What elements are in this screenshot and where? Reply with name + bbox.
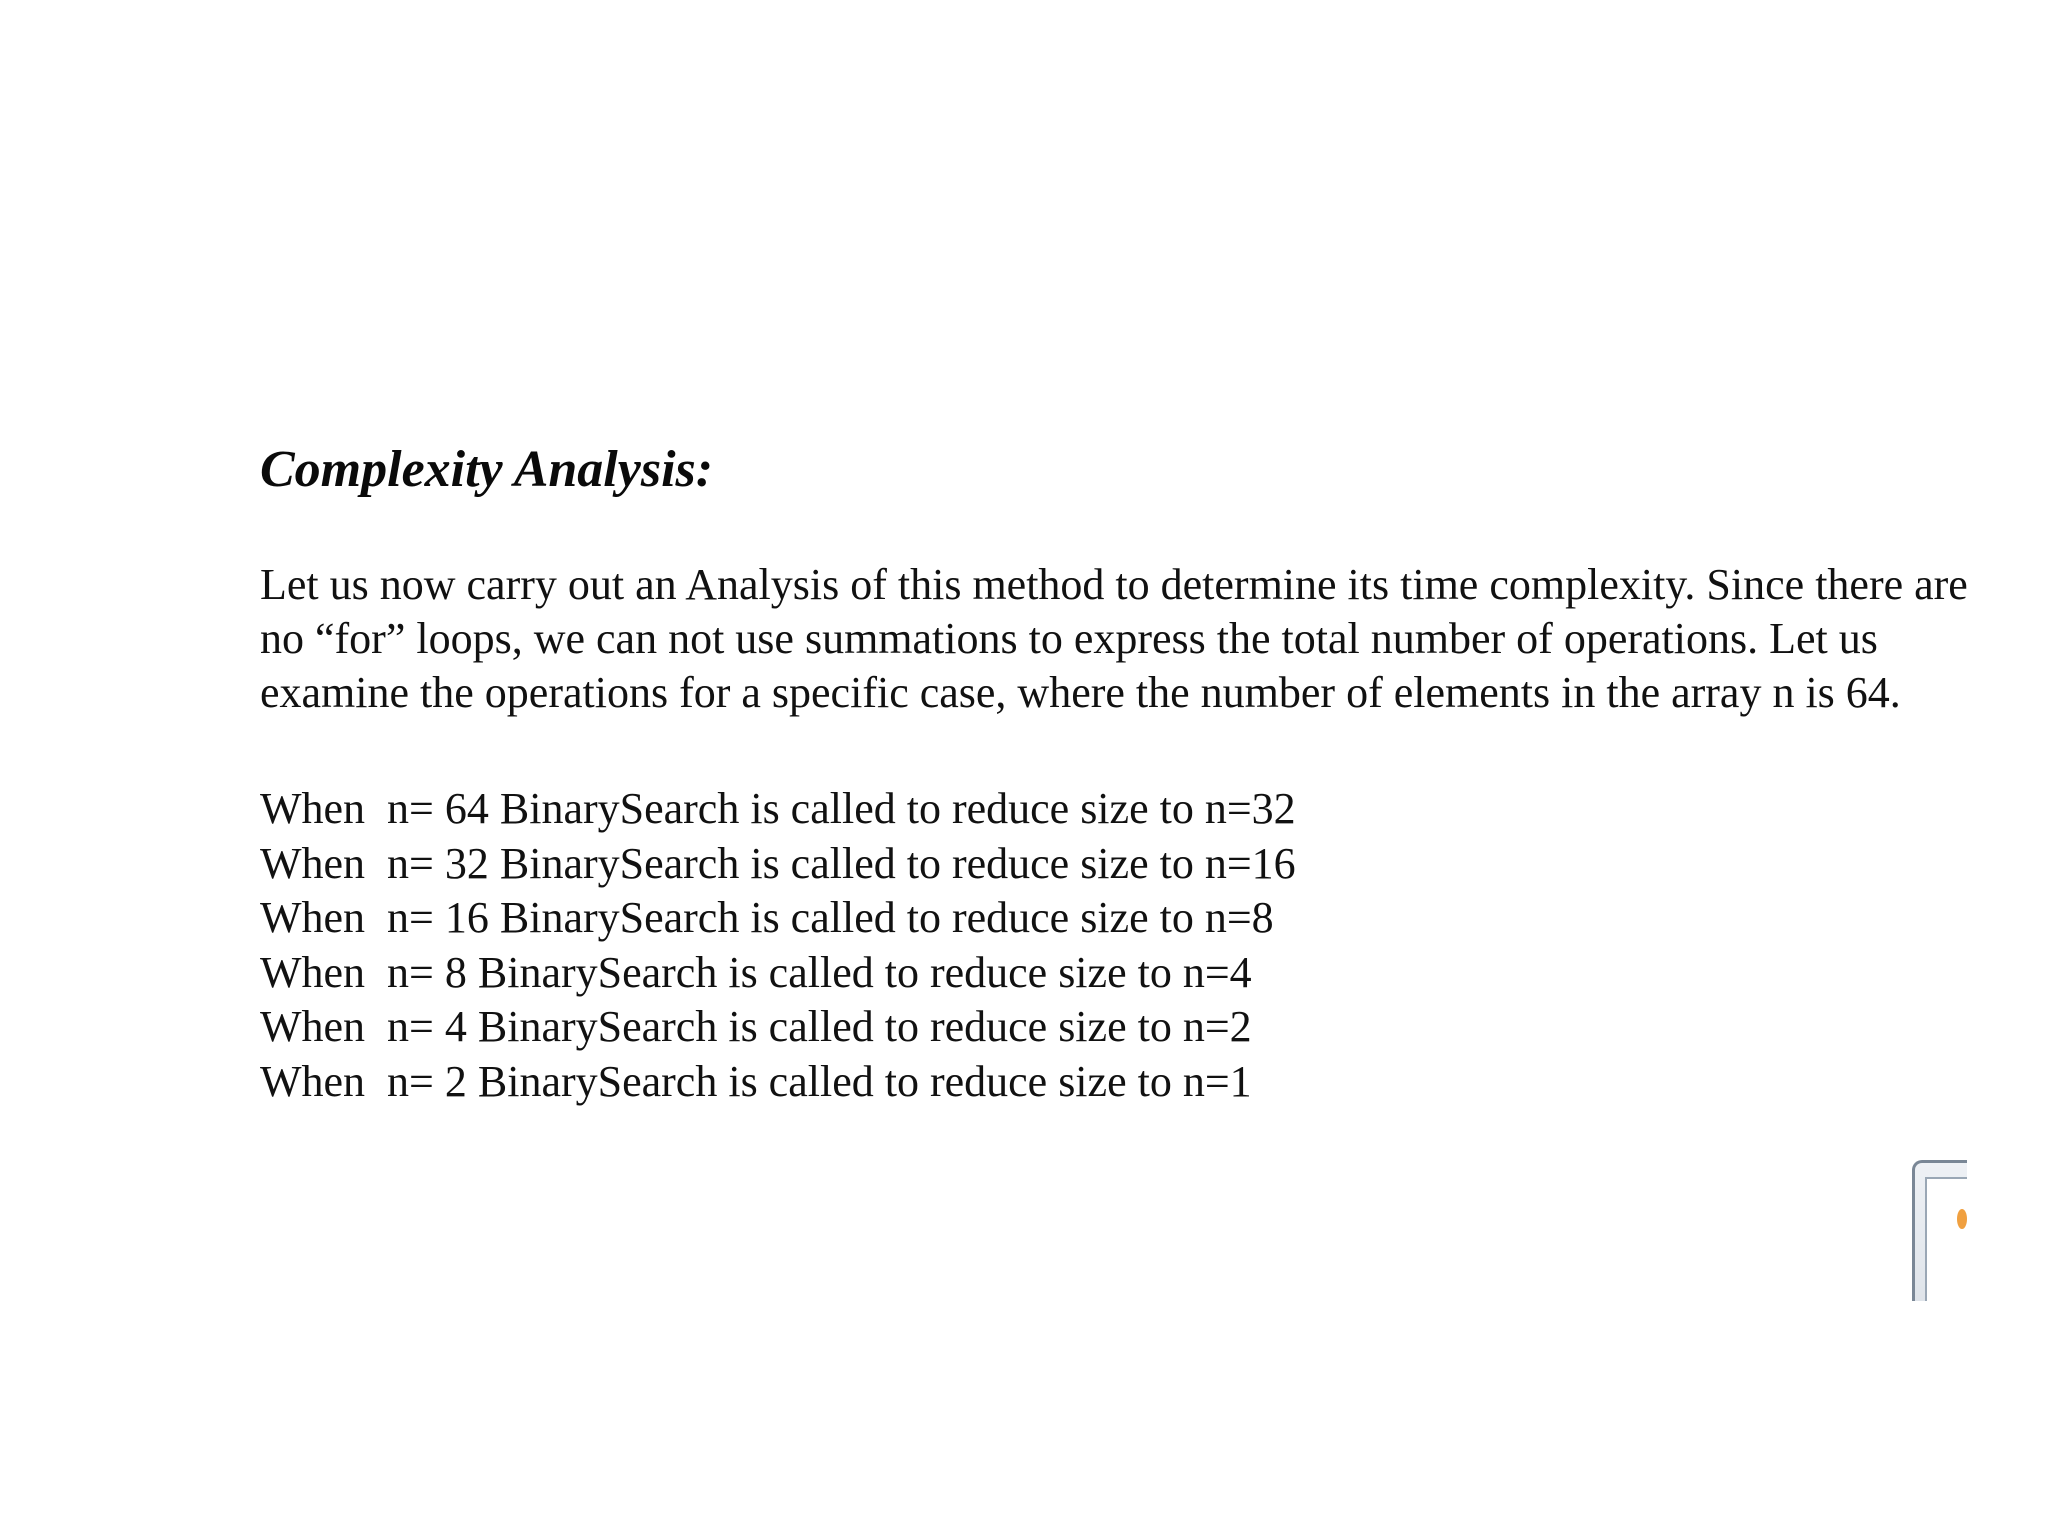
step-line-3: When n= 16 BinarySearch is called to reduce size to n=8: [260, 893, 1274, 942]
step-line-6: When n= 2 BinarySearch is called to reduce size to n=1: [260, 1056, 1252, 1106]
partial-window-body: [1925, 1177, 1967, 1301]
step-line-1: When n= 64 BinarySearch is called to reduce size to n=32: [260, 784, 1296, 833]
partial-window-frame[interactable]: [1912, 1160, 1967, 1301]
orange-indicator-icon: [1957, 1209, 1967, 1229]
section-heading: Complexity Analysis:: [260, 441, 714, 498]
step-line-4: When n= 8 BinarySearch is called to reduce size to n=4: [260, 947, 1252, 997]
document-content: [260, 440, 1980, 1109]
step-line-5: When n= 4 BinarySearch is called to reduce size to n=2: [260, 1002, 1252, 1051]
intro-paragraph: Let us now carry out an Analysis of this method to determine its time complexity. Since there are no “for” loops, we can not use summations to express the total number of operations. Let us examine the operations for a specific case, where the number of elements in the array n is 64.: [260, 560, 1968, 717]
binary-search-steps-list: [260, 782, 1980, 1109]
step-line-2: When n= 32 BinarySearch is called to reduce size to n=16: [260, 838, 1296, 888]
